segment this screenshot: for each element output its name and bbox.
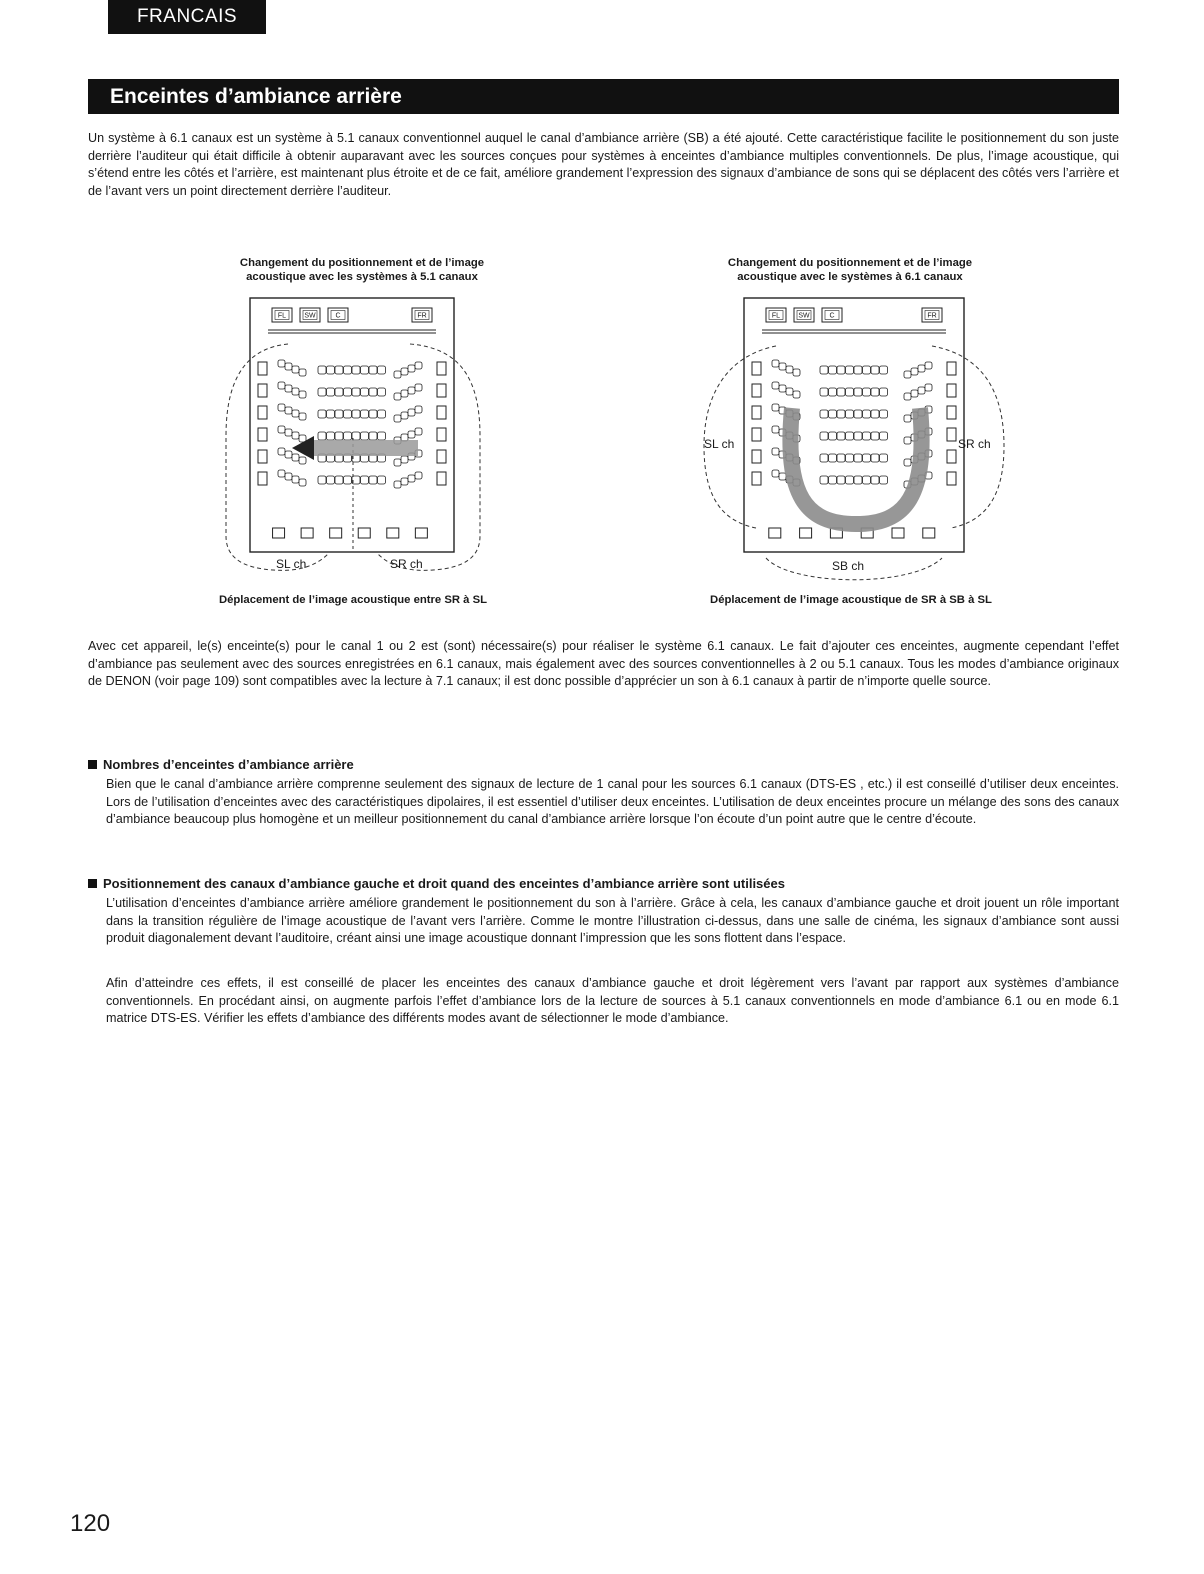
- section-1-paragraph: Bien que le canal d’ambiance arrière comprenne seulement des signaux de lecture de 1 canal pour les sources 6.1 canaux (DTS-ES , etc.) il est conseillé d’utiliser deux enceintes. Lors de l’utilisation d’enceintes avec des caractéristiques dipolaires, il est essentiel d’utiliser deux enceintes. L’utilisation de deux enceintes procure un mélange des sons des canaux d’ambiance beaucoup plus homogène et un meilleur positionnement du canal d’ambiance arrière lorsque l’on écoute d’un point autre que le centre d’écoute.: [106, 777, 1119, 827]
- seat: [285, 451, 292, 458]
- seat: [378, 366, 386, 374]
- seat: [344, 410, 352, 418]
- seat: [880, 476, 888, 484]
- seat: [278, 360, 285, 367]
- intro-paragraph: Un système à 6.1 canaux est un système à 5.1 canaux conventionnel auquel le canal d’ambiance arrière (SB) a été ajouté. Cette caractéristique facilite le positionnement du son juste derrière l’auditeur qui était difficile à obtenir auparavant avec les sources conçues pour systèmes à enceintes d’ambiance multiples conventionnels. De plus, l’image acoustique, qui s’étend entre les côtés et l’arrière, est maintenant plus étroite et de ce fait, améliore grandement l’expression des signaux d’ambiance de sons qui se déplacent des côtés vers l’arrière et de l’avant vers un point directement derrière l’auditeur.: [88, 131, 1119, 198]
- seat: [378, 476, 386, 484]
- right-seating-diagram: [696, 296, 1016, 596]
- seat: [318, 388, 326, 396]
- seat: [394, 415, 401, 422]
- side-speaker: [437, 362, 446, 375]
- language-tab: FRANCAIS: [108, 0, 266, 34]
- speaker-fl: [272, 308, 292, 322]
- seat: [846, 454, 854, 462]
- side-speaker: [437, 384, 446, 397]
- seat: [415, 406, 422, 413]
- seat: [327, 432, 335, 440]
- seat: [772, 360, 779, 367]
- left-figure-title: [192, 256, 532, 284]
- seat: [361, 432, 369, 440]
- speaker-label: FR: [417, 312, 427, 320]
- seat: [829, 476, 837, 484]
- seat: [401, 390, 408, 397]
- rear-speaker: [358, 528, 370, 538]
- seat: [292, 454, 299, 461]
- seat: [925, 362, 932, 369]
- seat: [837, 410, 845, 418]
- left-figure-caption: Déplacement de l’image acoustique entre SR à SL: [218, 594, 488, 606]
- seat: [863, 432, 871, 440]
- seat: [820, 454, 828, 462]
- rear-speaker: [769, 528, 781, 538]
- seat: [863, 388, 871, 396]
- after-paragraph: Avec cet appareil, le(s) enceinte(s) pour le canal 1 ou 2 est (sont) nécessaire(s) pour réaliser le système 6.1 canaux. Le fait d’ajouter ces enceintes, augmente cependant l’effet d’ambiance pas seulement avec des sources enregistrées en 6.1 canaux, mais également avec des sources conventionnelles à 2 ou 5.1 canaux. Tous les modes d’ambiance originaux de DENON (voir page 109) sont compatibles avec la lecture à 7.1 canaux; il est donc possible d’apprécier un son à 6.1 canaux à partir de n’importe quelle source.: [88, 639, 1119, 689]
- seat: [854, 366, 862, 374]
- speaker-label: FL: [277, 312, 287, 320]
- seat: [854, 410, 862, 418]
- seat: [918, 365, 925, 372]
- seat: [278, 404, 285, 411]
- seat: [786, 388, 793, 395]
- seat: [829, 432, 837, 440]
- seat: [361, 388, 369, 396]
- side-speaker: [258, 384, 267, 397]
- sr-ch-label: SR ch: [390, 557, 423, 571]
- seat: [285, 473, 292, 480]
- side-speaker: [752, 428, 761, 441]
- seat: [278, 382, 285, 389]
- square-bullet-icon: [88, 760, 97, 769]
- square-bullet-icon: [88, 879, 97, 888]
- seat: [327, 410, 335, 418]
- rear-speaker: [330, 528, 342, 538]
- seat: [285, 363, 292, 370]
- speaker-c: [328, 308, 348, 322]
- seat: [863, 454, 871, 462]
- seat: [352, 410, 360, 418]
- seat: [820, 476, 828, 484]
- seat: [278, 448, 285, 455]
- rear-speaker: [923, 528, 935, 538]
- side-speaker: [947, 428, 956, 441]
- seat: [871, 432, 879, 440]
- seat: [369, 432, 377, 440]
- speaker-sw: [300, 308, 320, 322]
- seat: [369, 476, 377, 484]
- side-speaker: [258, 406, 267, 419]
- speaker-sw: [794, 308, 814, 322]
- seat: [369, 388, 377, 396]
- speaker-label: C: [829, 312, 835, 320]
- side-speaker: [437, 428, 446, 441]
- speaker-fr: [412, 308, 432, 322]
- seat: [854, 476, 862, 484]
- seat: [344, 366, 352, 374]
- seat: [285, 385, 292, 392]
- side-speaker: [258, 428, 267, 441]
- seat: [911, 368, 918, 375]
- seat: [904, 437, 911, 444]
- side-speaker: [437, 450, 446, 463]
- side-speaker: [947, 384, 956, 397]
- speaker-label: C: [335, 312, 341, 320]
- seat: [779, 385, 786, 392]
- seat: [361, 410, 369, 418]
- seat: [327, 366, 335, 374]
- seat: [846, 476, 854, 484]
- seat: [820, 410, 828, 418]
- seat: [344, 476, 352, 484]
- seat: [344, 388, 352, 396]
- seat: [278, 426, 285, 433]
- seat: [863, 366, 871, 374]
- seat: [779, 363, 786, 370]
- seat: [793, 369, 800, 376]
- side-speaker: [437, 472, 446, 485]
- left-figure-title-line2: acoustique avec les systèmes à 5.1 canaux: [246, 271, 478, 283]
- seat: [292, 366, 299, 373]
- seat: [904, 459, 911, 466]
- seat: [361, 366, 369, 374]
- seat: [820, 366, 828, 374]
- seat: [904, 393, 911, 400]
- side-speaker: [258, 450, 267, 463]
- sr-ch-label: SR ch: [958, 437, 991, 451]
- speaker-label: SW: [798, 312, 810, 320]
- rear-speaker: [415, 528, 427, 538]
- seat: [292, 432, 299, 439]
- seat: [327, 388, 335, 396]
- seat: [846, 432, 854, 440]
- speaker-fr: [922, 308, 942, 322]
- room-outline: [250, 298, 454, 552]
- seat: [361, 476, 369, 484]
- side-speaker: [752, 450, 761, 463]
- seat: [378, 432, 386, 440]
- seat: [772, 382, 779, 389]
- section-1-heading: [88, 757, 354, 772]
- seat: [829, 454, 837, 462]
- seat: [318, 476, 326, 484]
- seat: [401, 412, 408, 419]
- section-2-heading: [88, 876, 785, 891]
- seat: [854, 454, 862, 462]
- seat: [904, 415, 911, 422]
- seat: [829, 410, 837, 418]
- seat: [820, 388, 828, 396]
- seat: [846, 410, 854, 418]
- seat: [880, 388, 888, 396]
- left-figure-title-line1: Changement du positionnement et de l’image: [239, 257, 485, 269]
- section-2-heading-text: Positionnement des canaux d’ambiance gauche et droit quand des enceintes d’ambiance arrière sont utilisées: [103, 876, 785, 891]
- speaker-label: FR: [927, 312, 937, 320]
- seat: [854, 388, 862, 396]
- rear-speaker: [273, 528, 285, 538]
- seat: [401, 456, 408, 463]
- speaker-fl: [766, 308, 786, 322]
- section-title: Enceintes d’ambiance arrière: [88, 79, 1119, 114]
- rear-speaker: [800, 528, 812, 538]
- side-speaker: [752, 406, 761, 419]
- seat: [846, 366, 854, 374]
- side-speaker: [947, 362, 956, 375]
- right-figure-title-line1: Changement du positionnement et de l’image: [727, 257, 973, 269]
- seat: [278, 470, 285, 477]
- seat: [846, 388, 854, 396]
- sl-ch-label: SL ch: [704, 437, 735, 451]
- seat: [352, 388, 360, 396]
- right-figure-title-line2: acoustique avec le systèmes à 6.1 canaux: [737, 271, 963, 283]
- seat: [863, 476, 871, 484]
- seat: [401, 434, 408, 441]
- section-2-paragraph-2: Afin d’atteindre ces effets, il est conseillé de placer les enceintes des canaux d’ambiance gauche et droit légèrement vers l’avant par rapport aux systèmes d’ambiance conventionnels. En procédant ainsi, on augmente parfois l’effet d’ambiance lors de la lecture de sources à 5.1 canaux conventionnels en mode d’ambiance 6.1 ou en mode 6.1 matrice DTS-ES. Vérifier les effets d’ambiance des différents modes avant de sélectionner le mode d’ambiance.: [106, 976, 1119, 1026]
- seat: [863, 410, 871, 418]
- seat: [299, 479, 306, 486]
- section-2-paragraph-1: L’utilisation d’enceintes d’ambiance arrière améliore grandement le positionnement du son à l’arrière. Grâce à cela, les canaux d’ambiance gauche et droit jouent un rôle important dans la transition régulière de l’image acoustique de l’avant vers l’arrière. Comme le montre l’illustration ci-dessus, dans une salle de cinéma, les signaux d’ambiance sont aussi produit diagonalement devant l’auditoire, créant ainsi une image acoustique donnant l’impression que les sons flottent dans l’espace.: [106, 896, 1119, 946]
- seat: [408, 409, 415, 416]
- side-speaker: [947, 450, 956, 463]
- seat: [408, 387, 415, 394]
- seat: [415, 384, 422, 391]
- seat: [880, 410, 888, 418]
- seat: [871, 454, 879, 462]
- seat: [292, 476, 299, 483]
- seat: [408, 475, 415, 482]
- right-figure-title: [680, 256, 1020, 284]
- seat: [829, 366, 837, 374]
- seat: [871, 366, 879, 374]
- seat: [786, 366, 793, 373]
- seat: [335, 476, 343, 484]
- seat: [335, 366, 343, 374]
- seat: [327, 476, 335, 484]
- seat: [871, 476, 879, 484]
- side-speaker: [752, 384, 761, 397]
- seat: [837, 454, 845, 462]
- side-speaker: [947, 472, 956, 485]
- seat: [394, 481, 401, 488]
- seat: [394, 459, 401, 466]
- speaker-label: SW: [304, 312, 316, 320]
- seat: [918, 387, 925, 394]
- side-speaker: [947, 406, 956, 419]
- seat: [292, 410, 299, 417]
- seat: [904, 371, 911, 378]
- rear-speaker: [387, 528, 399, 538]
- side-speaker: [437, 406, 446, 419]
- seat: [369, 410, 377, 418]
- seat: [854, 432, 862, 440]
- seat: [772, 404, 779, 411]
- seat: [772, 448, 779, 455]
- seat: [837, 432, 845, 440]
- seat: [829, 388, 837, 396]
- seat: [871, 388, 879, 396]
- right-figure-caption: Déplacement de l’image acoustique de SR à SB à SL: [710, 594, 992, 606]
- left-seating-diagram: [218, 296, 488, 582]
- seat: [292, 388, 299, 395]
- seat: [394, 393, 401, 400]
- seat: [772, 470, 779, 477]
- seat: [299, 369, 306, 376]
- seat: [408, 431, 415, 438]
- seat: [285, 407, 292, 414]
- seat: [415, 472, 422, 479]
- seat: [299, 391, 306, 398]
- seat: [318, 432, 326, 440]
- seat: [352, 366, 360, 374]
- rear-speaker: [892, 528, 904, 538]
- side-speaker: [752, 362, 761, 375]
- seat: [335, 432, 343, 440]
- seat: [880, 432, 888, 440]
- seat: [378, 388, 386, 396]
- seat: [299, 457, 306, 464]
- seat: [378, 410, 386, 418]
- seat: [401, 478, 408, 485]
- seat: [911, 390, 918, 397]
- seat: [871, 410, 879, 418]
- sb-ch-label: SB ch: [832, 559, 865, 573]
- seat: [793, 391, 800, 398]
- seat: [369, 366, 377, 374]
- seat: [318, 410, 326, 418]
- seat: [299, 413, 306, 420]
- seat: [820, 432, 828, 440]
- seat: [772, 426, 779, 433]
- seat: [779, 473, 786, 480]
- seat: [415, 362, 422, 369]
- side-speaker: [752, 472, 761, 485]
- seat: [837, 476, 845, 484]
- seat: [415, 428, 422, 435]
- seat: [837, 366, 845, 374]
- seat: [401, 368, 408, 375]
- sl-ch-label: SL ch: [276, 557, 307, 571]
- seat: [344, 432, 352, 440]
- speaker-label: FL: [771, 312, 781, 320]
- rear-speaker: [301, 528, 313, 538]
- side-speaker: [258, 472, 267, 485]
- page-number: 120: [70, 1510, 111, 1537]
- sound-image-band: [310, 440, 418, 456]
- seat: [925, 384, 932, 391]
- side-speaker: [258, 362, 267, 375]
- speaker-c: [822, 308, 842, 322]
- seat: [394, 371, 401, 378]
- seat: [408, 365, 415, 372]
- seat: [880, 366, 888, 374]
- sound-image-curve: [790, 408, 921, 524]
- room-outline: [744, 298, 964, 552]
- section-1-heading-text: Nombres d’enceintes d’ambiance arrière: [103, 757, 354, 772]
- seat: [335, 388, 343, 396]
- seat: [335, 410, 343, 418]
- seat: [880, 454, 888, 462]
- seat: [318, 366, 326, 374]
- seat: [837, 388, 845, 396]
- seat: [285, 429, 292, 436]
